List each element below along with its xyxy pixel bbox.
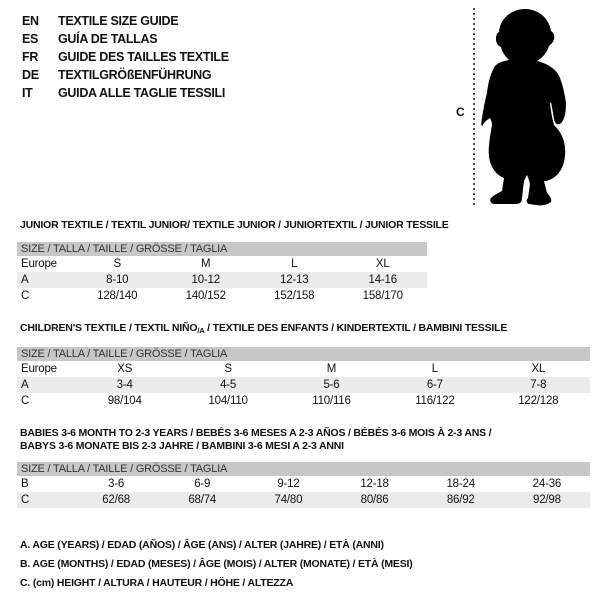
babies-table-section — [17, 427, 590, 508]
table-row — [17, 256, 427, 272]
babies-table-title-line2: BABYS 3-6 MONATE BIS 2-3 JAHRE / BAMBINI 3-6 MESI A 2-3 ANNI — [20, 440, 344, 452]
lang-code: IT — [22, 86, 33, 100]
language-title-list — [22, 12, 229, 102]
value-cell: 3-4 — [73, 377, 176, 393]
value-cell: 9-12 — [277, 478, 300, 490]
babies-table-title-line1: BABIES 3-6 MONTH TO 2-3 YEARS / BEBÉS 3-6 MESES A 2-3 AÑOS / BÉBÉS 3-6 MOIS À 2-3 ANS / — [20, 427, 492, 439]
lang-title: TEXTILGRÖßENFÜHRUNG — [58, 68, 212, 82]
value-cell: 14-16 — [339, 272, 428, 288]
junior-table — [17, 242, 427, 304]
lang-title: GUIDA ALLE TAGLIE TESSILI — [58, 86, 226, 100]
value-cell: 80/86 — [331, 492, 417, 508]
title-part: CHILDREN'S TEXTILE / TEXTIL NIÑO — [20, 322, 198, 334]
row-label: C — [17, 492, 73, 508]
babies-table — [17, 462, 590, 508]
row-label: C — [21, 290, 30, 302]
value-cell: 10-12 — [162, 272, 251, 288]
size-cell: XS — [117, 363, 133, 375]
row-label: Europe — [21, 363, 57, 375]
row-label: B — [21, 478, 29, 490]
baby-silhouette-icon — [481, 6, 573, 208]
height-dotted-line — [473, 8, 475, 208]
value-cell: 3-6 — [108, 478, 125, 490]
value-cell: 140/152 — [185, 290, 226, 302]
size-header-bar — [17, 347, 590, 361]
legend-line-a: A. AGE (YEARS) / EDAD (AÑOS) / ÂGE (ANS) / ALTER (JAHRE) / ETÀ (ANNI) — [20, 539, 384, 551]
lang-title: GUÍA DE TALLAS — [58, 32, 158, 46]
value-cell: 12-13 — [250, 272, 339, 288]
value-cell: 62/68 — [73, 492, 159, 508]
lang-row-es — [22, 30, 229, 48]
measurement-legend — [20, 536, 413, 593]
value-cell: 128/140 — [97, 290, 138, 302]
lang-code: EN — [22, 14, 39, 28]
junior-table-title: JUNIOR TEXTILE / TEXTIL JUNIOR/ TEXTILE JUNIOR / JUNIORTEXTIL / JUNIOR TESSILE — [20, 219, 449, 231]
lang-code: DE — [22, 68, 39, 82]
lang-title: TEXTILE SIZE GUIDE — [58, 14, 179, 28]
value-cell: 4-5 — [176, 377, 279, 393]
title-subscript: /A — [197, 326, 205, 335]
value-cell: 12-18 — [360, 478, 389, 490]
size-header-bar — [17, 462, 590, 476]
value-cell: 18-24 — [446, 478, 475, 490]
row-label: A — [17, 377, 73, 393]
table-row — [17, 476, 590, 492]
table-row — [17, 361, 590, 377]
value-cell: 158/170 — [362, 290, 403, 302]
table-row — [17, 288, 427, 304]
value-cell: 92/98 — [504, 492, 590, 508]
value-cell: 116/122 — [415, 395, 455, 407]
lang-row-de — [22, 66, 229, 84]
lang-row-fr — [22, 48, 229, 66]
size-cell: XL — [375, 258, 390, 270]
size-cell: M — [201, 258, 211, 270]
value-cell: 6-9 — [194, 478, 211, 490]
lang-title: GUIDE DES TAILLES TEXTILE — [58, 50, 229, 64]
value-cell: 7-8 — [487, 377, 590, 393]
size-cell: S — [113, 258, 121, 270]
size-header-label: SIZE / TALLA / TAILLE / GRÖSSE / TAGLIA — [17, 462, 590, 476]
children-table-section — [17, 322, 590, 409]
lang-row-it — [22, 84, 229, 102]
children-table-title — [17, 322, 590, 337]
value-cell: 110/116 — [312, 395, 351, 407]
legend-line-c: C. (cm) HEIGHT / ALTURA / HAUTEUR / HÖHE / ALTEZZA — [20, 577, 294, 589]
value-cell: 104/110 — [208, 395, 248, 407]
table-row — [17, 393, 590, 409]
junior-table-section — [17, 219, 449, 304]
height-measure-label: C — [456, 105, 465, 119]
value-cell: 98/104 — [107, 395, 142, 407]
value-cell: 24-36 — [532, 478, 562, 490]
size-cell: L — [431, 363, 438, 375]
title-part: / TEXTILE DES ENFANTS / KINDERTEXTIL / BAMBINI TESSILE — [204, 322, 508, 334]
table-row — [17, 272, 427, 288]
size-cell: L — [291, 258, 298, 270]
table-row — [17, 377, 590, 393]
row-label: A — [17, 272, 73, 288]
value-cell: 152/158 — [274, 290, 315, 302]
lang-code: FR — [22, 50, 39, 64]
value-cell: 86/92 — [418, 492, 504, 508]
children-table — [17, 347, 590, 409]
value-cell: 8-10 — [73, 272, 162, 288]
row-label: Europe — [21, 258, 57, 270]
legend-line-b: B. AGE (MONTHS) / EDAD (MESES) / ÂGE (MOIS) / ALTER (MONATE) / ETÀ (MESI) — [20, 558, 413, 570]
value-cell: 122/128 — [518, 395, 559, 407]
size-cell: M — [326, 363, 337, 375]
size-header-label: SIZE / TALLA / TAILLE / GRÖSSE / TAGLIA — [17, 347, 590, 361]
value-cell: 5-6 — [280, 377, 383, 393]
size-header-bar — [17, 242, 427, 256]
value-cell: 68/74 — [159, 492, 245, 508]
size-cell: S — [224, 363, 232, 375]
size-cell: XL — [531, 363, 546, 375]
lang-row-en — [22, 12, 229, 30]
lang-code: ES — [22, 32, 39, 46]
size-header-label: SIZE / TALLA / TAILLE / GRÖSSE / TAGLIA — [17, 242, 427, 256]
value-cell: 6-7 — [383, 377, 486, 393]
value-cell: 74/80 — [245, 492, 331, 508]
table-row — [17, 492, 590, 508]
row-label: C — [21, 395, 30, 407]
